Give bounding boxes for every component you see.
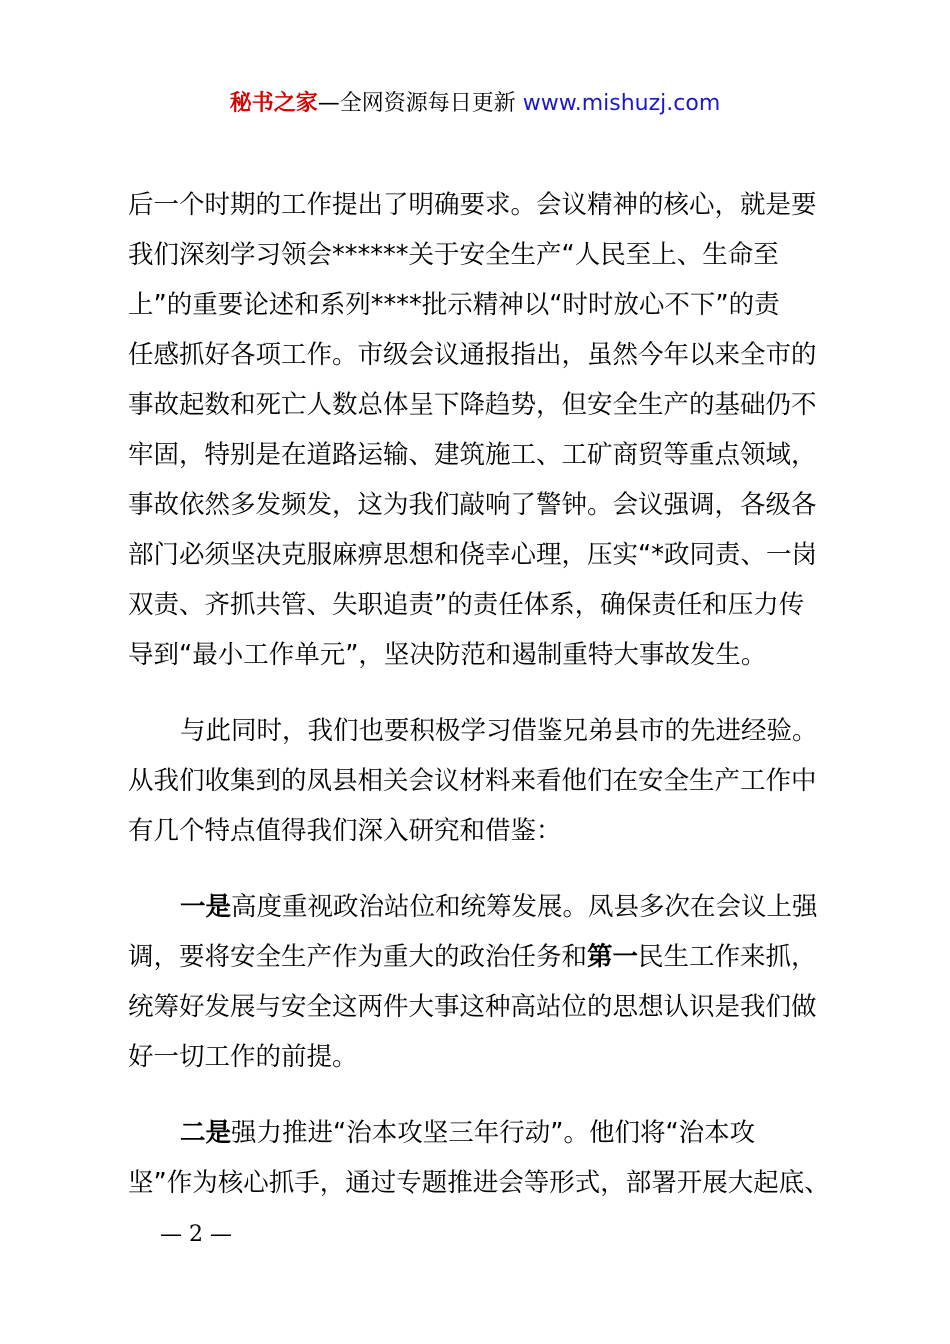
- text-line: 任感抓好各项工作。市级会议通报指出，虽然今年以来全市的: [128, 340, 817, 370]
- paragraph-gap: [128, 1082, 848, 1108]
- text-line: 我们深刻学习领会******关于安全生产“人民至上、生命至: [128, 240, 779, 270]
- text-line: 牢固，特别是在道路运输、建筑施工、工矿商贸等重点领域，: [128, 440, 817, 470]
- text-line: 双责、齐抓共管、失职追责”的责任体系，确保责任和压力传: [128, 590, 805, 620]
- text-line: 事故依然多发频发，这为我们敲响了警钟。会议强调，各级各: [128, 490, 817, 520]
- paragraph-2: [128, 706, 848, 856]
- paragraph-gap: [128, 680, 848, 706]
- text-segment: 高度重视政治站位和统筹发展。凤县多次在会议上强: [231, 892, 818, 922]
- text-line: 部门必须坚决克服麻痹思想和侥幸心理，压实“*政同责、一岗: [128, 540, 817, 570]
- text-line: [128, 932, 848, 982]
- text-line: 与此同时，我们也要积极学习借鉴兄弟县市的先进经验。: [180, 716, 818, 746]
- site-header: [0, 88, 950, 120]
- text-line: 导到“最小工作单元”，坚决防范和遏制重特大事故发生。: [128, 640, 767, 670]
- text-line: 从我们收集到的凤县相关会议材料来看他们在安全生产工作中: [128, 766, 817, 796]
- text-line: [128, 1108, 848, 1158]
- text-line: 坚”作为核心抓手，通过专题推进会等形式，部署开展大起底、: [128, 1168, 830, 1198]
- point-lead-1: 一是: [180, 892, 232, 922]
- text-segment: 调，要将安全生产作为重大的政治任务和: [128, 942, 588, 972]
- text-line: 事故起数和死亡人数总体呈下降趋势，但安全生产的基础仍不: [128, 390, 817, 420]
- text-line: 上”的重要论述和系列****批示精神以“时时放心不下”的责: [128, 290, 780, 320]
- site-tagline: —全网资源每日更新: [317, 91, 516, 116]
- paragraph-3: [128, 882, 848, 1082]
- text-line: [128, 882, 848, 932]
- site-brand: 秘书之家: [229, 91, 318, 116]
- paragraph-gap: [128, 856, 848, 882]
- paragraph-4: [128, 1108, 848, 1208]
- text-line: 统筹好发展与安全这两件大事这种高站位的思想认识是我们做: [128, 992, 817, 1022]
- paragraph-1: [128, 180, 848, 680]
- bold-term: 第一: [587, 942, 639, 972]
- text-line: 有几个特点值得我们深入研究和借鉴：: [128, 816, 562, 846]
- text-segment: 强力推进“治本攻坚三年行动”。他们将“治本攻: [231, 1118, 756, 1148]
- text-line: 好一切工作的前提。: [128, 1042, 358, 1072]
- text-line: 后一个时期的工作提出了明确要求。会议精神的核心，就是要: [128, 190, 817, 220]
- site-url-link[interactable]: www.mishuzj.com: [522, 91, 721, 116]
- point-lead-2: 二是: [180, 1118, 232, 1148]
- document-body: [128, 180, 848, 1208]
- page-number: — 2 —: [160, 1222, 232, 1247]
- text-segment: 民生工作来抓，: [638, 942, 817, 972]
